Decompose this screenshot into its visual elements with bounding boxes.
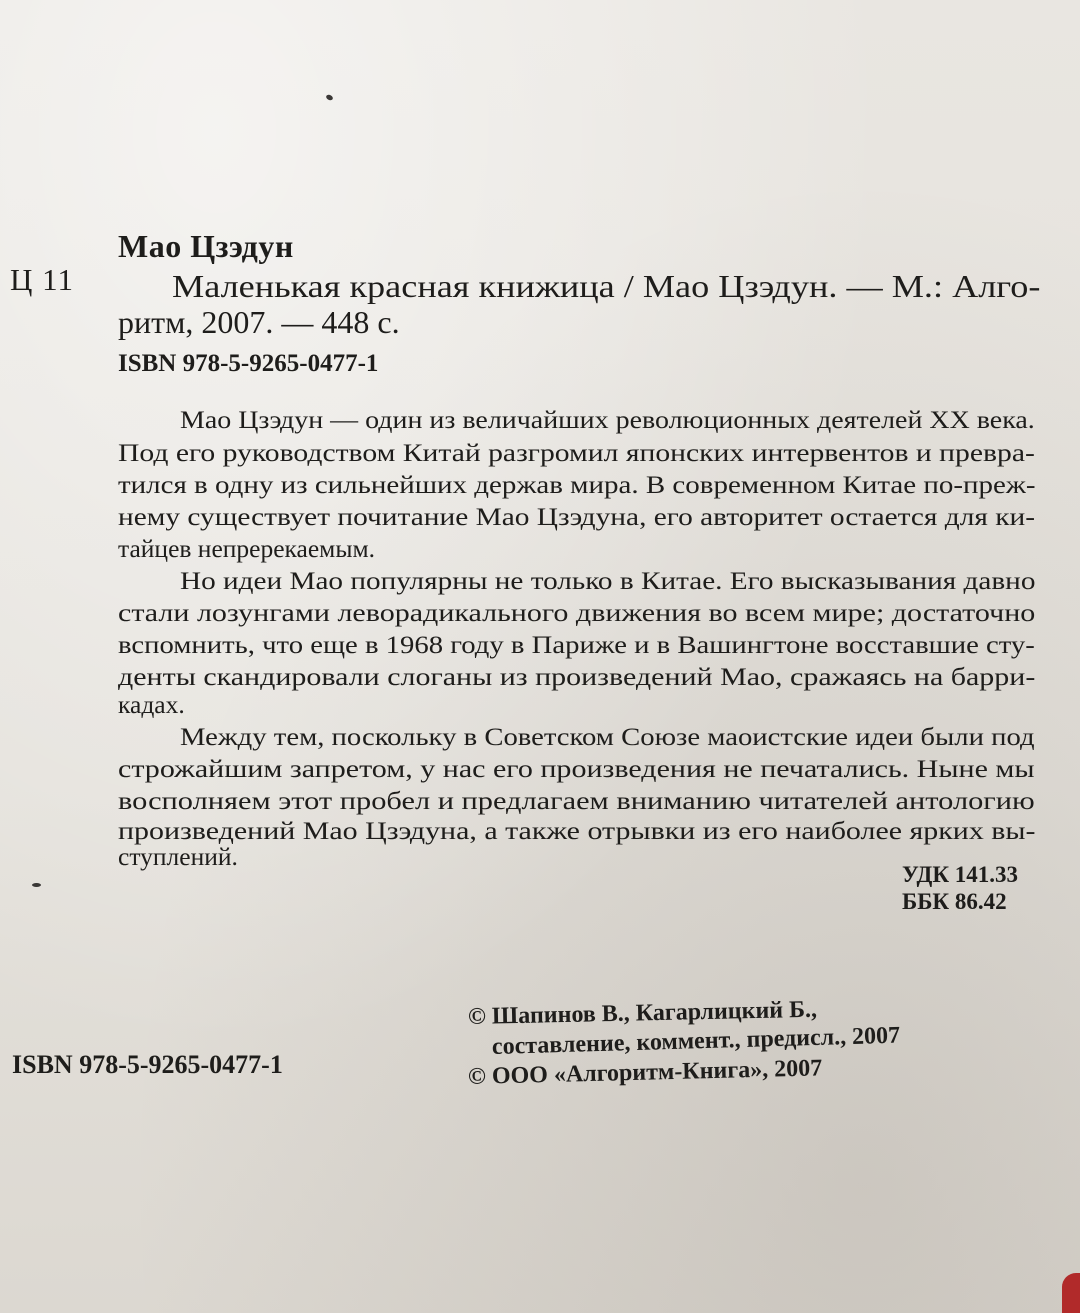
annotation-line: стали лозунгами леворадикального движения во всем мире; достаточно <box>118 598 1036 627</box>
annotation-line: тился в одну из сильнейших держав мира. В современном Китае по-преж- <box>118 470 1036 499</box>
ink-speck <box>325 94 333 101</box>
annotation-line: нему существует почитание Мао Цзэдуна, его авторитет остается для ки- <box>118 502 1035 531</box>
annotation-line: Но идеи Мао популярны не только в Китае. Его высказывания давно <box>180 566 1036 595</box>
bbk-code: ББК 86.42 <box>902 889 1007 914</box>
annotation-line: Между тем, поскольку в Советском Союзе маоистские идеи были под <box>180 722 1035 751</box>
annotation-line: кадах. <box>118 690 185 719</box>
annotation-line: произведений Мао Цзэдуна, а также отрывки из его наиболее ярких вы- <box>118 816 1036 845</box>
bibliographic-description-line: Маленькая красная книжица / Мао Цзэдун. — М.: Алго- <box>172 268 1041 304</box>
annotation-line: восполняем этот пробел и предлагаем вниманию читателей антологию <box>118 786 1035 815</box>
annotation-line: Мао Цзэдун — один из величайших революционных деятелей XX века. <box>180 405 1035 434</box>
annotation-line: тайцев непререкаемым. <box>118 534 375 563</box>
isbn-bottom: ISBN 978-5-9265-0477-1 <box>12 1050 283 1079</box>
copyright-line: составление, коммент., предисл., 2007 <box>491 1022 901 1060</box>
copyright-line: © ООО «Алгоритм-Книга», 2007 <box>467 1055 823 1090</box>
bibliographic-description-line: ритм, 2007. — 448 с. <box>118 304 400 340</box>
isbn-top: ISBN 978-5-9265-0477-1 <box>118 350 379 377</box>
annotation-line: денты скандировали слоганы из произведений Мао, сражаясь на барри- <box>118 662 1036 691</box>
annotation-line: ступлений. <box>118 842 238 871</box>
udk-code: УДК 141.33 <box>902 862 1019 887</box>
author-heading: Мао Цзэдун <box>118 228 294 264</box>
annotation-line: вспомнить, что еще в 1968 году в Париже и в Вашингтоне восставшие сту- <box>118 630 1035 659</box>
ink-speck <box>32 883 41 887</box>
annotation-line: Под его руководством Китай разгромил японских интервентов и превра- <box>118 438 1035 467</box>
library-code: Ц 11 <box>10 262 74 297</box>
red-cover-edge <box>1062 1273 1080 1313</box>
annotation-line: строжайшим запретом, у нас его произведения не печатались. Ныне мы <box>118 754 1035 783</box>
copyright-line: © Шапинов В., Кагарлицкий Б., <box>467 996 818 1030</box>
